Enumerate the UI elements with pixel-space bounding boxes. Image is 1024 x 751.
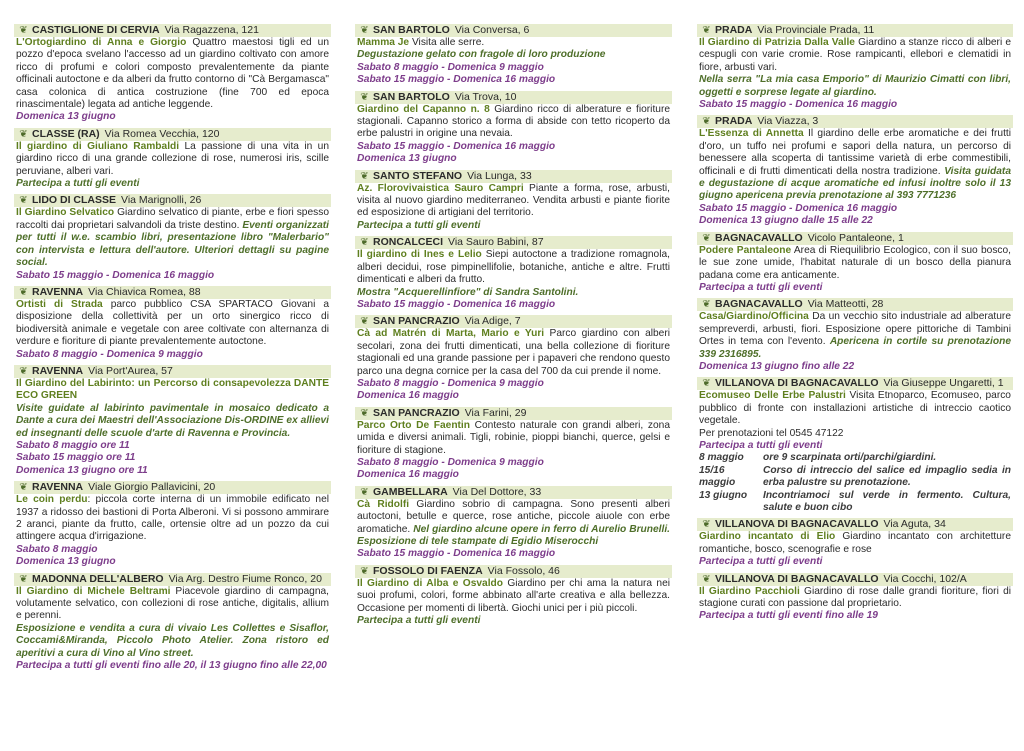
leaf-icon: ❦: [702, 116, 711, 128]
schedule-activity: Corso di intreccio del salice ed impaglio sedia in erba palustre su prenotazione.: [763, 464, 1011, 489]
entry-header: [355, 407, 672, 420]
entry-description: [697, 586, 1013, 623]
garden-entry: [14, 24, 331, 124]
entry-description: [355, 499, 672, 561]
town-name: GAMBELLARA: [373, 485, 448, 498]
event-dates: Domenica 13 giugno fino alle 22: [699, 360, 855, 372]
garden-entry: [697, 232, 1013, 295]
garden-name: Ortisti di Strada: [16, 298, 103, 310]
town-name: PRADA: [715, 24, 753, 36]
town-name: VILLANOVA DI BAGNACAVALLO: [715, 377, 879, 390]
description-text: La passione di una vita in un giardino ricco di una grande collezione di rose, numerosi iris, scille peruviane, alberi vari.: [16, 140, 329, 177]
garden-entry: [355, 407, 672, 482]
town-name: MADONNA DELL'ALBERO: [32, 572, 164, 585]
leaf-icon: ❦: [702, 378, 711, 390]
event-dates: Sabato 8 maggio - Domenica 9 maggio: [357, 456, 544, 468]
town-name: FOSSOLO DI FAENZA: [373, 564, 483, 577]
town-name: BAGNACAVALLO: [715, 231, 803, 244]
description-text: Contesto naturale con grandi alberi, zona umida e diversi animali. Tigli, robinie, pioppi bianchi, querce, gelsi e fioriture di stagione.: [357, 419, 670, 456]
entry-description: [355, 183, 672, 233]
description-text: : piccola corte interna di un immobile edificato nel 1937 a ridosso dei bastioni di Porta Alberoni. Vi si possono ammirare 2 aranci, piante da frutto, calle, ortensie oltre ad un pozzo da cui attingere acqua d'irrigazione.: [16, 494, 329, 543]
leaf-icon: ❦: [19, 128, 28, 140]
street-address: Via Ragazzena, 121: [164, 24, 259, 36]
entry-description: [14, 494, 331, 568]
entry-description: [355, 578, 672, 628]
description-text: Piante a forma, rose, arbusti, visita al nuovo giardino mediterraneo. Vendita arbusti e piante fiorite ed esposizione di artigiani del territorio.: [357, 182, 670, 219]
entry-description: [14, 299, 331, 361]
entry-header: [355, 91, 672, 104]
leaf-icon: ❦: [19, 573, 28, 585]
garden-name: Il Giardino Selvatico: [16, 207, 115, 219]
street-address: Via Lunga, 33: [467, 169, 532, 182]
event-dates: Domenica 13 giugno: [16, 111, 116, 123]
description-text: Per prenotazioni tel 0545 47122: [699, 427, 844, 439]
entry-description: [14, 378, 331, 477]
leaf-icon: ❦: [360, 486, 369, 498]
street-address: Via Port'Aurea, 57: [88, 364, 173, 377]
garden-name: Il Giardino del Labirinto: un Percorso di consapevolezza DANTE ECO GREEN: [16, 377, 329, 402]
garden-entry: [697, 573, 1013, 623]
description-text: parco pubblico CSA SPARTACO Giovani a disposizione della collettività per un orto sinergico ricco di biodiversità animale e vegetale con aree coltivate con alternanza di verdure e fioriture di piante prevalentemente autoctone.: [16, 298, 329, 348]
event-dates: Domenica 13 giugno: [357, 153, 457, 165]
schedule-row: [697, 490, 1013, 515]
description-text: Area di Riequilibrio Ecologico, con il suo bosco, le sue zone umide, l'habitat naturale di un bosco della pianura padana come era anticamente.: [699, 244, 1012, 281]
garden-entry: [355, 236, 672, 311]
garden-name: Giardino incantato di Elio: [699, 531, 836, 543]
event-note: Degustazione gelato con fragole di loro produzione: [357, 49, 606, 61]
schedule-activity: ore 9 scarpinata orti/parchi/giardini.: [763, 452, 937, 464]
garden-entry: [355, 315, 672, 402]
column-2: [355, 24, 672, 631]
event-dates: Sabato 8 maggio ore 11: [16, 439, 130, 451]
entry-header: [697, 115, 1013, 128]
town-name: SAN PANCRAZIO: [373, 406, 460, 419]
event-dates: Partecipa a tutti gli eventi fino alle 19: [699, 610, 878, 622]
leaf-icon: ❦: [360, 25, 369, 36]
town-name: RAVENNA: [32, 364, 84, 377]
description-text: Visita alle serre.: [409, 37, 485, 48]
garden-name: Il Giardino di Michele Beltrami: [16, 585, 171, 597]
description-text: Parco giardino con alberi secolari, zona dei frutti dimenticati, una bella collezione di fioriture stagionali ed una grande passione per i papaveri che rendono questo parco una degna cornice per la casa del 700 da cui prende il nome.: [357, 328, 670, 377]
leaf-icon: ❦: [19, 482, 28, 494]
event-note: Partecipa a tutti gli eventi: [357, 219, 481, 231]
town-name: SAN BARTOLO: [373, 90, 450, 103]
description-text: Giardino per chi ama la natura nei suoi profumi, colori, forme abbinato all'arte creativa e alla bellezza. Occasione per momenti di libertà. Giochi unici per i più piccoli.: [357, 577, 671, 614]
event-dates: Domenica 16 maggio: [357, 390, 459, 402]
entry-header: [697, 518, 1013, 531]
description-text: Giardino a stanze ricco di alberi e cespugli con varie cromie. Rose rampicanti, ellebori e clematidi in fiore, arbusti vari.: [699, 37, 1011, 73]
garden-name: L'Essenza di Annetta: [699, 128, 804, 140]
leaf-icon: ❦: [19, 25, 28, 36]
garden-entry: [14, 365, 331, 477]
entry-description: [14, 207, 331, 281]
town-name: PRADA: [715, 115, 753, 128]
entry-description: [697, 311, 1013, 373]
entry-header: [355, 24, 672, 37]
leaf-icon: ❦: [19, 286, 28, 298]
entry-description: [14, 37, 331, 124]
garden-name: Casa/Giardino/Officina: [699, 311, 809, 323]
description-text: Giardino di rose dalle grandi fioriture, fiori di stagione curati con passione dal proprietario.: [699, 585, 1012, 610]
entry-description: [355, 37, 672, 87]
description-text: Da un vecchio sito industriale ad alberature sempreverdi, arbusti, fiori. Esposizione opere pittoriche di Tambini Ortes in tema con l'evento.: [699, 311, 1011, 348]
garden-name: Il giardino di Ines e Lelio: [357, 249, 482, 261]
schedule-row: [697, 465, 1013, 490]
garden-name: Ecomuseo Delle Erbe Palustri: [699, 390, 846, 402]
garden-entry: [697, 377, 1013, 514]
street-address: Via Chiavica Romea, 88: [88, 285, 201, 298]
schedule-date: 8 maggio: [699, 452, 744, 464]
entry-header: [355, 565, 672, 578]
town-name: SANTO STEFANO: [373, 169, 463, 182]
event-dates: Sabato 8 maggio - Domenica 9 maggio: [16, 348, 203, 360]
description-text: Il giardino delle erbe aromatiche e dei frutti d'oro, un tuffo nei profumi e sapori della natura, un percorso di benessere alla scoperta di tantissime varietà di erbe commestibili, officinali e di frutti dimenticati della nostra tradizione.: [699, 128, 1011, 177]
entry-description: [697, 390, 1013, 452]
entry-description: [355, 249, 672, 311]
street-address: Via Arg. Destro Fiume Ronco, 20: [168, 572, 322, 585]
town-name: VILLANOVA DI BAGNACAVALLO: [715, 572, 879, 585]
entry-header: [697, 232, 1013, 245]
schedule-row: [697, 452, 1013, 464]
event-note: Partecipa a tutti gli eventi: [357, 615, 481, 627]
event-dates: Sabato 15 maggio - Domenica 16 maggio: [16, 269, 215, 281]
description-text: Giardino sobrio di campagna. Sono presenti alberi autoctoni, betulle e querce, rose antiche, piccole aiuole con erbe aromatiche.: [357, 498, 670, 535]
entry-description: [697, 37, 1013, 111]
entry-description: [697, 128, 1013, 227]
entry-description: [355, 104, 672, 166]
event-dates: Sabato 8 maggio - Domenica 9 maggio: [357, 377, 544, 389]
street-address: Via Giuseppe Ungaretti, 1: [883, 377, 1004, 390]
event-dates: Sabato 15 maggio - Domenica 16 maggio: [699, 202, 898, 214]
street-address: Via Farini, 29: [464, 406, 527, 419]
garden-name: Cà ad Matrén di Marta, Mario e Yuri: [357, 328, 545, 340]
description-text: Siepi autoctone a tradizione romagnola, alberi decidui, rose pimpinellifolie, botaniche, antiche e altre. Frutti dimenticati e alberi da frutto.: [357, 249, 670, 286]
street-address: Via Fossolo, 46: [487, 564, 560, 577]
garden-entry: [355, 565, 672, 628]
entry-header: [14, 128, 331, 141]
garden-entry: [14, 573, 331, 673]
garden-name: Podere Pantaleone: [699, 244, 792, 256]
event-dates: Sabato 15 maggio - Domenica 16 maggio: [357, 548, 556, 560]
event-note: Visita guidata e degustazione di acque aromatiche ed infusi inoltre solo il 13 giugno apericena previa prenotazione al 393 7771236: [699, 165, 1011, 202]
description-text: Quattro maestosi tigli ed un pozzo d'epoca svelano l'accesso ad un giardino coltivato con amore ricco di profumi e colori composto prevalentemente da piante officinali autoctone e da alberi da frutto contorno di "Cà Bergamasca" casa colonica di antica costruzione (fine 700 ed epoca rinascimentale) legata ad antiche leggende.: [16, 37, 330, 111]
leaf-icon: ❦: [360, 316, 369, 328]
entry-description: [697, 531, 1013, 568]
event-dates: Domenica 16 maggio: [357, 469, 459, 481]
street-address: Via Romea Vecchia, 120: [104, 127, 220, 140]
leaf-icon: ❦: [360, 237, 369, 249]
event-note: Partecipa a tutti gli eventi: [16, 178, 140, 190]
event-note: Nel giardino alcune opere in ferro di Aurelio Brunelli. Esposizione di tele stampate di Egidio Miserocchi: [357, 523, 670, 547]
schedule-activity: Incontriamoci sul verde in fermento. Cultura, salute e buon cibo: [763, 489, 1011, 513]
street-address: Via Cocchi, 102/A: [883, 572, 967, 585]
event-dates: Sabato 15 maggio - Domenica 16 maggio: [699, 99, 898, 111]
entry-header: [355, 236, 672, 249]
street-address: Via Adige, 7: [464, 315, 521, 328]
leaf-icon: ❦: [702, 232, 711, 244]
garden-name: Il giardino di Giuliano Rambaldi: [16, 140, 180, 152]
leaf-icon: ❦: [19, 195, 28, 207]
event-dates: Sabato 15 maggio - Domenica 16 maggio: [357, 298, 556, 310]
event-dates: Domenica 13 giugno: [16, 556, 116, 568]
entry-description: [14, 141, 331, 191]
street-address: Via Conversa, 6: [454, 24, 530, 36]
leaf-icon: ❦: [702, 299, 711, 311]
garden-name: Il Giardino di Alba e Osvaldo: [357, 577, 503, 589]
event-dates: Sabato 8 maggio: [16, 543, 98, 555]
town-name: SAN PANCRAZIO: [373, 315, 460, 328]
description-text: Giardino incantato con architetture romantiche, bosco, scenografie e rose: [699, 531, 1011, 555]
street-address: Via Matteotti, 28: [807, 298, 884, 311]
entry-description: [697, 245, 1013, 295]
event-dates: Partecipa a tutti gli eventi: [699, 281, 823, 293]
entry-header: [697, 24, 1013, 37]
event-dates: Partecipa a tutti gli eventi fino alle 20, il 13 giugno fino alle 22,00: [16, 660, 327, 672]
entry-description: [14, 586, 331, 673]
street-address: Via Trova, 10: [454, 90, 517, 103]
column-1: [14, 24, 331, 676]
town-name: RONCALCECI: [373, 236, 443, 249]
garden-entry: [697, 298, 1013, 373]
schedule-date: 13 giugno: [699, 489, 748, 501]
garden-entry: [355, 24, 672, 87]
description-text: Giardino selvatico di piante, erbe e fiori spesso raccolti dai proprietari salvandoli da triste destino.: [16, 207, 329, 231]
garden-entry: [697, 24, 1013, 111]
event-dates: Sabato 15 maggio ore 11: [16, 452, 136, 464]
town-name: CASTIGLIONE DI CERVIA: [32, 24, 160, 36]
event-dates: Partecipa a tutti gli eventi: [699, 439, 823, 451]
street-address: Via Viazza, 3: [757, 115, 819, 128]
event-note: Eventi organizzati per tutti il w.e. scambio libri, presentazione libro "Malerbario" con intervista e lettura dell'autore. Ulteriori dettagli su pagine social.: [16, 219, 330, 269]
entry-header: [355, 170, 672, 183]
event-note: Visite guidate al labirinto pavimentale in mosaico dedicato a Dante a cura dei Maestri dell'Associazione Dis-ORDINE ex allievi ed insegnanti delle scuole d'arte di Ravenna e Provincia.: [16, 402, 329, 439]
town-name: BAGNACAVALLO: [715, 298, 803, 311]
garden-entry: [14, 194, 331, 281]
description-text: Giardino ricco di alberature e fioriture stagionali. Capanno storico a forma di abside con tetto ricoperto da erbe palustri in origine una nevaia.: [357, 103, 670, 140]
garden-name: Il Giardino di Patrizia Dalla Valle: [699, 37, 855, 48]
garden-entry: [355, 170, 672, 233]
street-address: Via Marignolli, 26: [121, 194, 202, 207]
entry-header: [14, 481, 331, 494]
garden-entry: [355, 91, 672, 166]
garden-entry: [14, 286, 331, 361]
street-address: Vicolo Pantaleone, 1: [807, 231, 904, 244]
garden-name: L'Ortogiardino di Anna e Giorgio: [16, 37, 187, 48]
garden-name: Parco Orto De Faentin: [357, 419, 470, 431]
garden-entry: [697, 115, 1013, 227]
event-dates: Domenica 13 giugno dalle 15 alle 22: [699, 215, 873, 227]
event-note: Apericena in cortile su prenotazione 339 2316895.: [699, 336, 1011, 360]
town-name: SAN BARTOLO: [373, 24, 450, 36]
schedule-date: 15/16 maggio: [699, 464, 736, 489]
town-name: RAVENNA: [32, 285, 84, 298]
entry-description: [355, 328, 672, 402]
garden-name: Cà Ridolfi: [357, 498, 410, 510]
entry-header: [697, 298, 1013, 311]
event-dates: Sabato 8 maggio - Domenica 9 maggio: [357, 61, 544, 73]
garden-name: Giardino del Capanno n. 8: [357, 103, 490, 115]
garden-entry: [697, 518, 1013, 568]
entry-header: [697, 377, 1013, 390]
event-note: Esposizione e vendita a cura di vivaio Les Collettes e Sisaflor, Coccami&Miranda, Piccolo Photo Atelier. Zona ristoro ed aperitivi a cura di Vino al Vino street.: [16, 622, 329, 659]
leaf-icon: ❦: [360, 407, 369, 419]
leaf-icon: ❦: [702, 519, 711, 531]
leaf-icon: ❦: [702, 25, 711, 36]
entry-header: [14, 194, 331, 207]
entry-header: [355, 315, 672, 328]
street-address: Via Sauro Babini, 87: [448, 236, 544, 249]
town-name: CLASSE (RA): [32, 127, 100, 140]
entry-description: [355, 420, 672, 482]
entry-header: [697, 573, 1013, 586]
street-address: Viale Giorgio Pallavicini, 20: [88, 481, 216, 494]
street-address: Via Aguta, 34: [883, 518, 946, 531]
garden-name: Le coin perdu: [16, 494, 88, 506]
garden-entry: [14, 128, 331, 191]
street-address: Via Del Dottore, 33: [452, 485, 542, 498]
leaf-icon: ❦: [702, 573, 711, 585]
garden-name: Az. Florovivaistica Sauro Campri: [357, 182, 524, 194]
event-dates: Sabato 15 maggio - Domenica 16 maggio: [357, 140, 556, 152]
event-dates: Domenica 13 giugno ore 11: [16, 464, 148, 476]
description-text: Visita Etnoparco, Ecomuseo, parco pubblico di fronte con installazioni artistiche di intreccio caotico vegetale.: [699, 390, 1011, 427]
leaf-icon: ❦: [360, 91, 369, 103]
town-name: RAVENNA: [32, 481, 84, 494]
garden-entry: [14, 481, 331, 568]
event-dates: Partecipa a tutti gli eventi: [699, 556, 823, 568]
leaf-icon: ❦: [19, 365, 28, 377]
leaf-icon: ❦: [360, 565, 369, 577]
town-name: LIDO DI CLASSE: [32, 194, 117, 207]
entry-header: [14, 24, 331, 37]
entry-header: [14, 365, 331, 378]
entry-header: [14, 286, 331, 299]
description-text: Piacevole giardino di campagna, volutamente selvatico, con collezioni di rose antiche, digitalis, allium e perenni.: [16, 585, 329, 622]
event-note: Nella serra "La mia casa Emporio" di Maurizio Cimatti con libri, oggetti e sorprese legate al giardino.: [699, 74, 1011, 98]
town-name: VILLANOVA DI BAGNACAVALLO: [715, 518, 879, 531]
garden-name: Il Giardino Pacchioli: [699, 585, 800, 597]
street-address: Via Provinciale Prada, 11: [757, 24, 875, 36]
leaf-icon: ❦: [360, 170, 369, 182]
entry-header: [14, 573, 331, 586]
garden-entry: [355, 486, 672, 561]
event-dates: Sabato 15 maggio - Domenica 16 maggio: [357, 74, 556, 86]
entry-header: [355, 486, 672, 499]
event-note: Mostra "Acquerellinfiore" di Sandra Santolini.: [357, 286, 579, 298]
column-3: [697, 24, 1013, 627]
garden-name: Mamma Je: [357, 37, 410, 48]
